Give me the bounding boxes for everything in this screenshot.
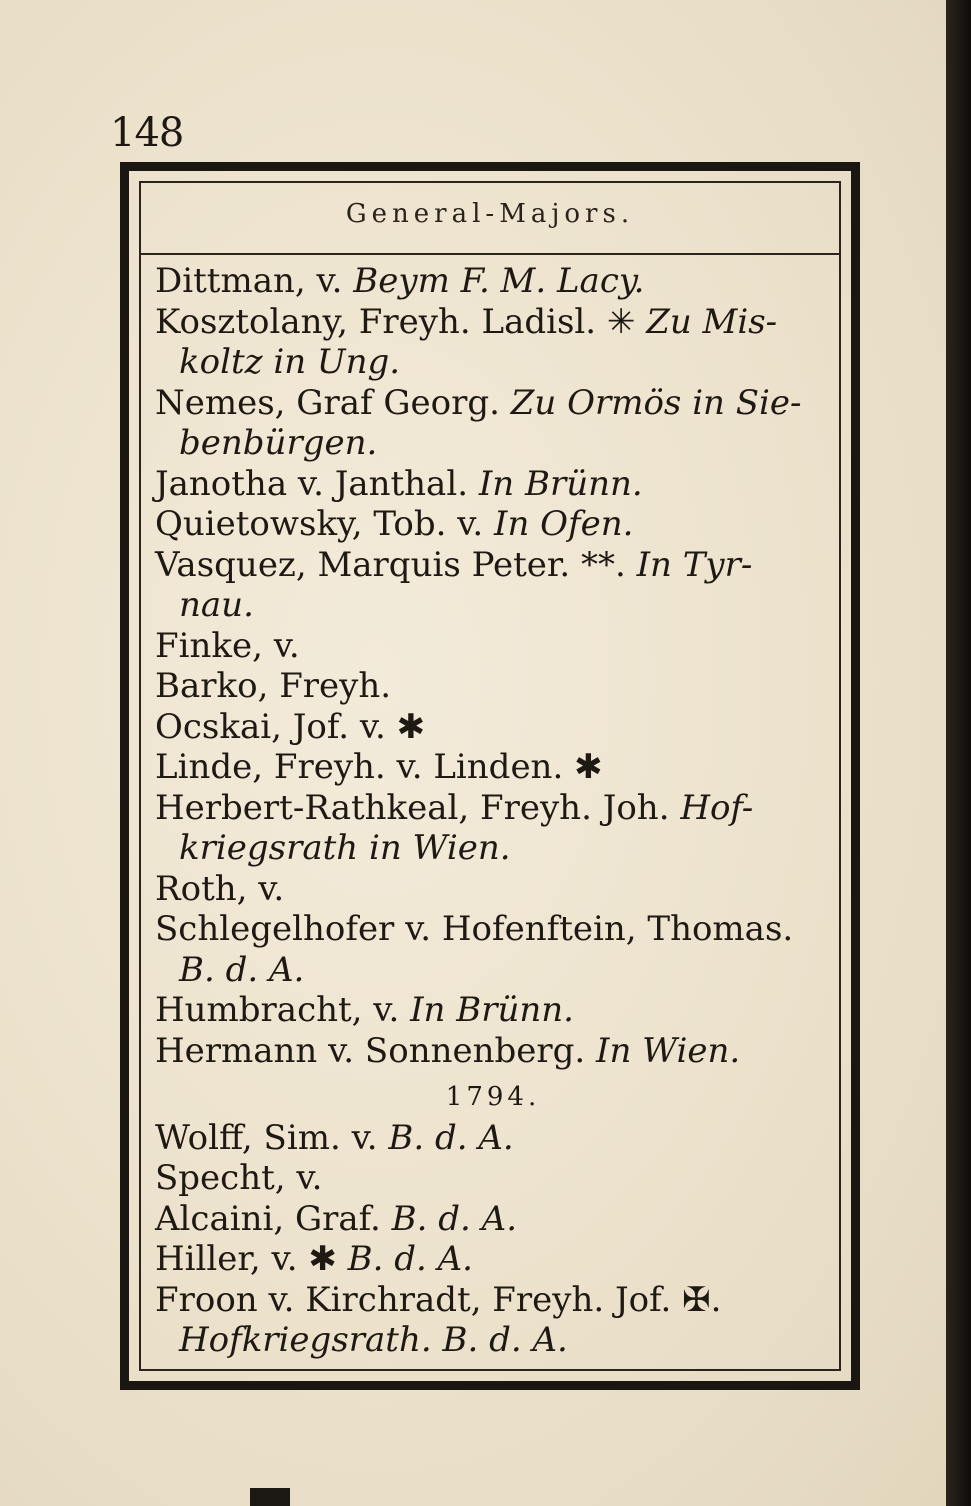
entry-text: Specht, v.: [155, 1158, 323, 1198]
entry-line: [155, 1199, 831, 1240]
entry-text: Ocskai, Jof. v. ✱: [155, 706, 426, 747]
entry-italic-text: B. d. A.: [391, 1198, 518, 1239]
entry-line: [155, 261, 831, 302]
section-header: General-Majors.: [345, 199, 635, 229]
entry-line: [155, 1280, 831, 1321]
entry-line: [155, 504, 831, 545]
entry-line: [155, 950, 831, 991]
entry-text: 1794.: [445, 1082, 541, 1112]
entry-line: [155, 747, 831, 788]
entry-text: Nemes, Graf Georg.: [155, 382, 511, 423]
entry-text: Kosztolany, Freyh. Ladisl. ✳: [155, 301, 647, 342]
header-rule: [141, 253, 839, 255]
book-gutter-shadow: [946, 0, 971, 1506]
entry-italic-text: In Wien.: [596, 1030, 741, 1071]
page-number: 148: [110, 110, 184, 156]
entry-line: [155, 464, 831, 505]
entry-italic-text: In Ofen.: [494, 504, 634, 544]
entry-line: [155, 342, 831, 383]
entry-line: [155, 1320, 831, 1361]
entry-line: [155, 585, 831, 626]
entry-text: Finke, v.: [155, 625, 300, 666]
entry-italic-text: Beym F. M. Lacy.: [353, 261, 645, 301]
entry-text: Roth, v.: [155, 868, 285, 909]
entry-italic-text: koltz in Ung.: [179, 342, 401, 382]
entry-line: [155, 1158, 831, 1199]
entry-italic-text: B. d. A.: [347, 1239, 473, 1279]
text-frame: [120, 162, 860, 1390]
entry-line: [155, 1031, 831, 1072]
entry-line: [155, 869, 831, 910]
entry-text: Schlegelhofer v. Hofenftein, Thomas.: [155, 909, 794, 949]
entry-text: Froon v. Kirchradt, Freyh. Jof. ✠.: [155, 1279, 722, 1320]
entry-text: Humbracht, v.: [155, 990, 411, 1030]
entry-italic-text: nau.: [179, 585, 254, 625]
entry-text: Linde, Freyh. v. Linden. ✱: [155, 747, 603, 787]
entry-text: Barko, Freyh.: [155, 666, 392, 706]
entry-italic-text: Zu Ormös in Sie-: [510, 382, 802, 423]
entry-line: [155, 788, 831, 829]
entry-text: Dittman, v.: [155, 261, 354, 301]
entry-text: Wolff, Sim. v.: [155, 1117, 389, 1158]
entry-italic-text: In Brünn.: [478, 463, 643, 504]
year-heading: [155, 1071, 831, 1118]
entry-text: Hiller, v. ✱: [155, 1239, 348, 1279]
entry-text: Vasquez, Marquis Peter. **.: [155, 544, 637, 585]
entry-line: [155, 1118, 831, 1159]
entry-line: [155, 909, 831, 950]
entry-line: [155, 828, 831, 869]
entry-line: [155, 302, 831, 343]
entry-text: Herbert-Rathkeal, Freyh. Joh.: [155, 787, 681, 828]
entry-line: [155, 990, 831, 1031]
entry-line: [155, 545, 831, 586]
entry-line: [155, 423, 831, 464]
entry-line: [155, 626, 831, 667]
entry-text: Hermann v. Sonnenberg.: [155, 1030, 597, 1071]
entry-text: Quietowsky, Tob. v.: [155, 504, 495, 544]
entry-italic-text: B. d. A.: [179, 949, 305, 990]
entry-list: [155, 261, 831, 1361]
entry-italic-text: benbürgen.: [179, 423, 378, 463]
entry-italic-text: Zu Mis-: [646, 301, 778, 342]
entry-line: [155, 1239, 831, 1280]
entry-italic-text: Hofkriegsrath. B. d. A.: [179, 1320, 568, 1360]
entry-line: [155, 666, 831, 707]
inner-frame: [139, 181, 841, 1371]
entry-italic-text: In Brünn.: [410, 990, 574, 1030]
entry-line: [155, 707, 831, 748]
entry-line: [155, 383, 831, 424]
page-edge-shadow: [250, 1488, 290, 1506]
entry-italic-text: Hof-: [680, 787, 754, 828]
entry-italic-text: kriegsrath in Wien.: [179, 828, 511, 868]
entry-text: Alcaini, Graf.: [155, 1198, 392, 1239]
entry-text: Janotha v. Janthal.: [155, 463, 479, 504]
entry-italic-text: In Tyr-: [636, 544, 753, 585]
entry-italic-text: B. d. A.: [388, 1117, 514, 1158]
